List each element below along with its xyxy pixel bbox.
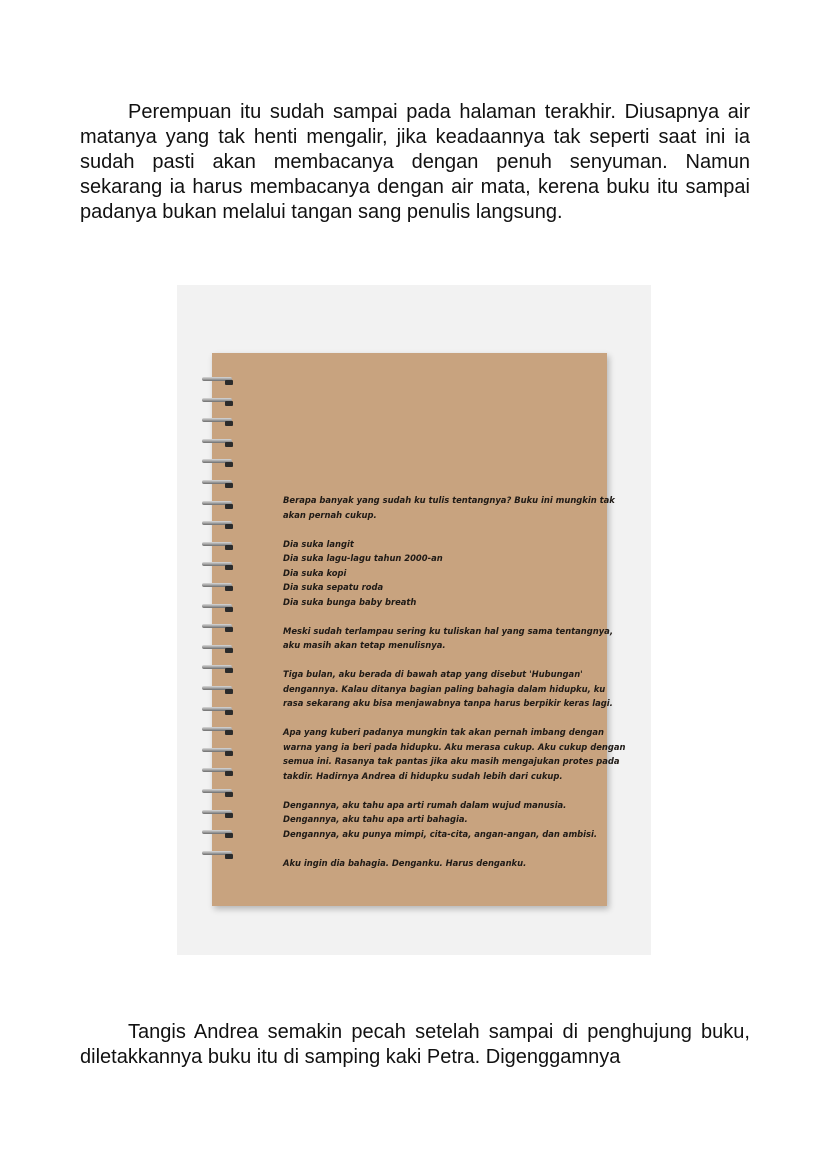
spiral-ring: [200, 604, 234, 612]
note-line: Dia suka kopi: [283, 567, 347, 578]
spiral-ring: [200, 398, 234, 406]
spiral-ring: [200, 583, 234, 591]
note-closing: [283, 856, 633, 871]
note-line: warna yang ia beri pada hidupku. Aku merasa cukup. Aku cukup dengan: [283, 741, 626, 752]
note-line: aku masih akan tetap menulisnya.: [283, 640, 446, 650]
note-line: rasa sekarang aku bisa menjawabnya tanpa harus berpikir keras lagi.: [283, 698, 613, 708]
spiral-ring: [200, 624, 234, 632]
note-line: Dia suka langit: [283, 538, 354, 549]
spiral-ring: [200, 830, 234, 838]
note-line: dengannya. Kalau ditanya bagian paling bahagia dalam hidupku, ku: [283, 683, 606, 694]
note-paragraph-2: [283, 624, 633, 653]
spiral-binding: [200, 377, 236, 877]
spiral-ring: [200, 748, 234, 756]
spiral-ring: [200, 810, 234, 818]
note-line: Berapa banyak yang sudah ku tulis tentangnya? Buku ini mungkin tak: [283, 495, 615, 505]
note-paragraph-5: [283, 798, 633, 842]
note-line: Dia suka sepatu roda: [283, 582, 384, 592]
note-line: Tiga bulan, aku berada di bawah atap yang disebut 'Hubungan': [283, 669, 583, 679]
spiral-ring: [200, 377, 234, 385]
note-paragraph-3: [283, 667, 633, 711]
note-likes: [283, 537, 633, 610]
note-line: takdir. Hadirnya Andrea di hidupku sudah lebih dari cukup.: [283, 770, 563, 781]
spiral-ring: [200, 768, 234, 776]
paragraph-bottom: Tangis Andrea semakin pecah setelah sampai di penghujung buku, diletakkannya buku itu di samping kaki Petra. Digenggamnya: [80, 1021, 750, 1068]
spiral-ring: [200, 521, 234, 529]
spiral-ring: [200, 459, 234, 467]
spiral-ring: [200, 501, 234, 509]
note-line: Dia suka lagu-lagu tahun 2000-an: [283, 553, 443, 563]
paragraph-top: Perempuan itu sudah sampai pada halaman terakhir. Diusapnya air matanya yang tak henti mengalir, jika keadaannya tak seperti saat ini ia sudah pasti akan membacanya dengan penuh senyuman. Namun sekarang ia harus membacanya dengan air mata, kerena buku itu sampai padanya bukan melalui tangan sang penulis langsung.: [80, 101, 750, 223]
spiral-ring: [200, 645, 234, 653]
note-line: Apa yang kuberi padanya mungkin tak akan pernah imbang dengan: [283, 727, 604, 737]
note-line: akan pernah cukup.: [283, 509, 377, 520]
note-line: Dengannya, aku tahu apa arti rumah dalam wujud manusia.: [283, 799, 567, 810]
note-line: Dengannya, aku punya mimpi, cita-cita, angan-angan, dan ambisi.: [283, 828, 598, 839]
spiral-ring: [200, 686, 234, 694]
spiral-ring: [200, 727, 234, 735]
spiral-ring: [200, 562, 234, 570]
spiral-ring: [200, 789, 234, 797]
notebook-text: [283, 493, 633, 885]
note-intro: [283, 493, 633, 522]
note-paragraph-4: [283, 725, 633, 783]
spiral-ring: [200, 707, 234, 715]
spiral-ring: [200, 542, 234, 550]
note-line: semua ini. Rasanya tak pantas jika aku masih mengajukan protes pada: [283, 756, 620, 766]
note-line: Dengannya, aku tahu apa arti bahagia.: [283, 814, 468, 824]
note-line: Dia suka bunga baby breath: [283, 596, 417, 607]
spiral-ring: [200, 439, 234, 447]
spiral-ring: [200, 480, 234, 488]
notebook-photo: [177, 285, 651, 955]
spiral-ring: [200, 418, 234, 426]
spiral-ring: [200, 851, 234, 859]
notebook-cover: [212, 353, 626, 906]
spiral-ring: [200, 665, 234, 673]
note-line: Aku ingin dia bahagia. Denganku. Harus denganku.: [283, 857, 527, 868]
note-line: Meski sudah terlampau sering ku tuliskan hal yang sama tentangnya,: [283, 625, 614, 636]
